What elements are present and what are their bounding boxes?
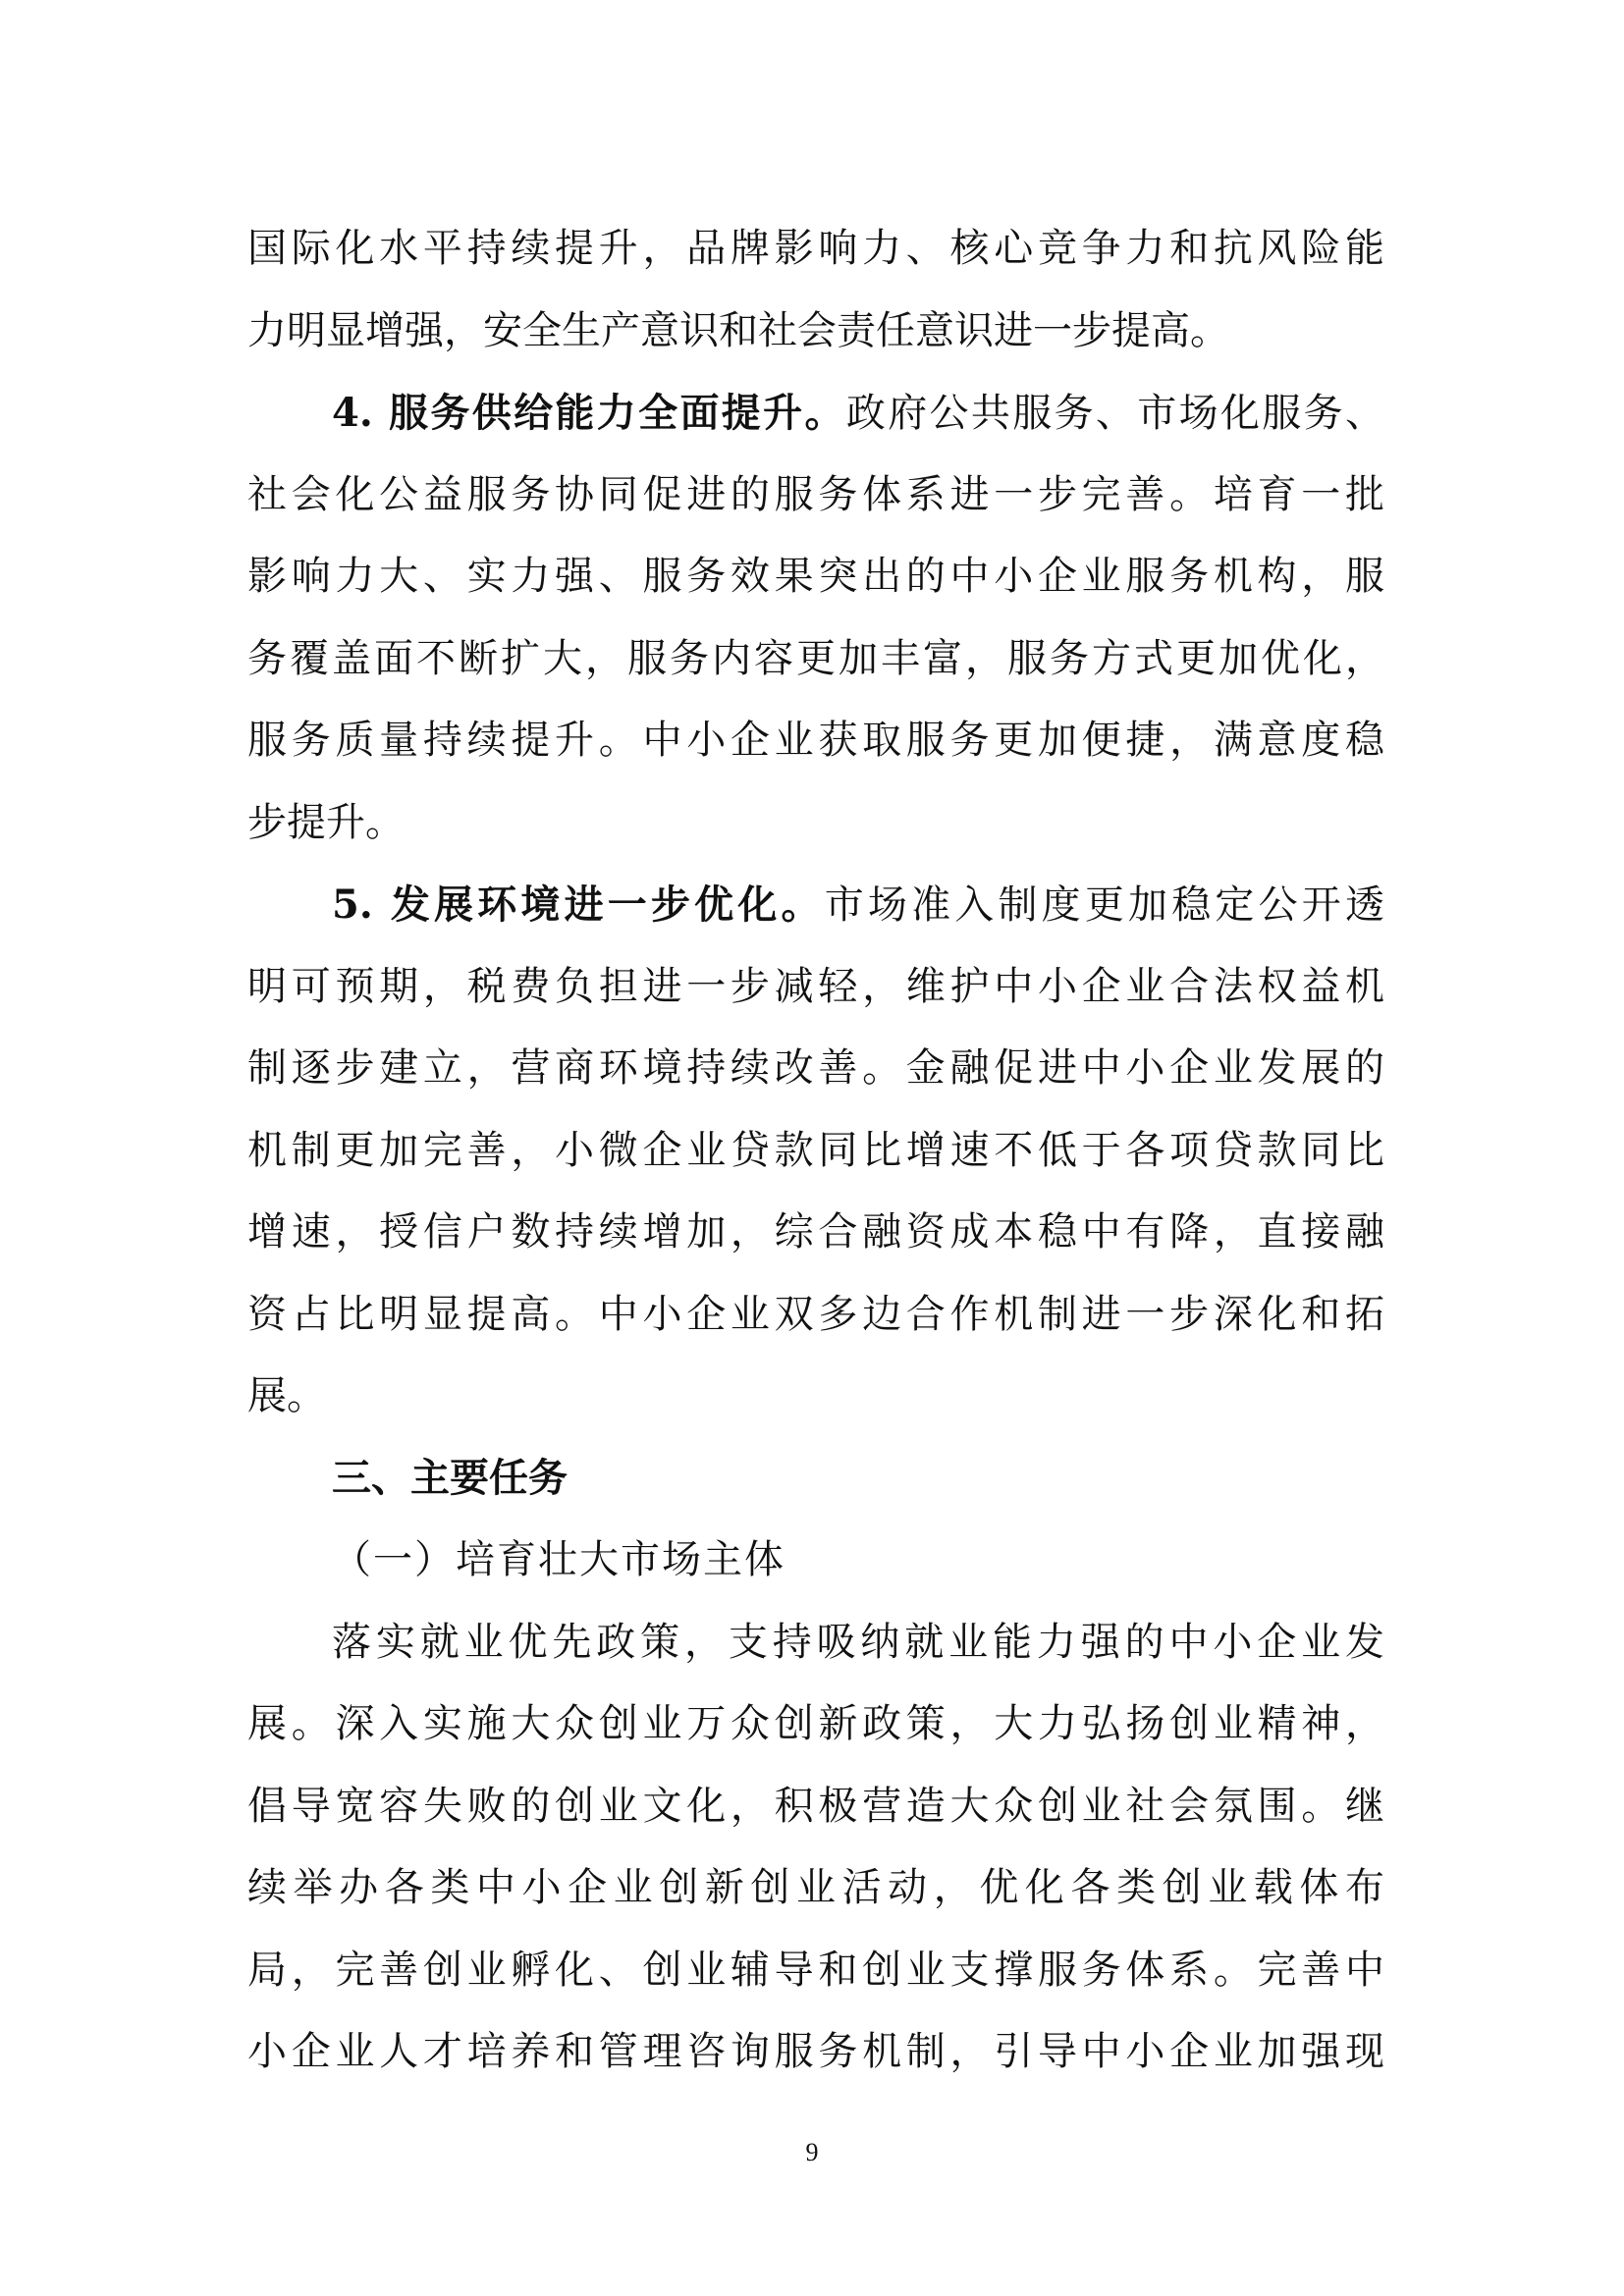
page-number: 9 [805, 2138, 819, 2166]
text-line: 增速，授信户数持续增加，综合融资成本稳中有降，直接融 [247, 1209, 1384, 1255]
text-line [247, 372, 1384, 454]
text-line [247, 864, 1384, 946]
text-line: 倡导宽容失败的创业文化，积极营造大众创业社会氛围。继 [247, 1783, 1384, 1829]
text-line: 局，完善创业孵化、创业辅导和创业支撑服务体系。完善中 [247, 1947, 1384, 1993]
text-line: 明可预期，税费负担进一步减轻，维护中小企业合法权益机 [247, 963, 1384, 1009]
text-line: 展。深入实施大众创业万众创新政策，大力弘扬创业精神， [247, 1701, 1384, 1746]
text-line: 服务质量持续提升。中小企业获取服务更加便捷，满意度稳 [247, 718, 1384, 763]
goal-4-lead: 4. 服务供给能力全面提升。 [332, 390, 846, 436]
text-line: 制逐步建立，营商环境持续改善。金融促进中小企业发展的 [247, 1045, 1384, 1091]
document-page [247, 208, 1384, 2094]
text-line: 资占比明显提高。中小企业双多边合作机制进一步深化和拓 [247, 1291, 1384, 1337]
text-line: 展。 [247, 1373, 326, 1418]
paragraph-continued [247, 208, 1384, 372]
text-line: 落实就业优先政策，支持吸纳就业能力强的中小企业发 [332, 1619, 1384, 1665]
text-line: 国际化水平持续提升，品牌影响力、核心竞争力和抗风险能 [247, 226, 1384, 271]
text-line: 小企业人才培养和管理咨询服务机制，引导中小企业加强现 [247, 2029, 1384, 2074]
text-line: 务覆盖面不断扩大，服务内容更加丰富，服务方式更加优化， [247, 635, 1384, 681]
text-line: 步提升。 [247, 799, 405, 845]
paragraph-goal-5 [247, 864, 1384, 1438]
goal-5-lead: 5. 发展环境进一步优化。 [332, 881, 825, 928]
goal-5-text: 市场准入制度更加稳定公开透 [824, 882, 1384, 928]
goal-4-text: 政府公共服务、市场化服务、 [845, 391, 1384, 436]
text-line: 续举办各类中小企业创新创业活动，优化各类创业载体布 [247, 1865, 1384, 1910]
text-line: 社会化公益服务协同促进的服务体系进一步完善。培育一批 [247, 471, 1384, 517]
paragraph-task-1 [247, 1602, 1384, 2094]
text-line: 力明显增强，安全生产意识和社会责任意识进一步提高。 [247, 307, 1229, 353]
subsection-heading: （一）培育壮大市场主体 [332, 1537, 785, 1582]
section-heading: 三、主要任务 [332, 1455, 568, 1501]
text-line: 影响力大、实力强、服务效果突出的中小企业服务机构，服 [247, 554, 1384, 599]
paragraph-goal-4 [247, 372, 1384, 864]
text-line: 机制更加完善，小微企业贷款同比增速不低于各项贷款同比 [247, 1127, 1384, 1173]
